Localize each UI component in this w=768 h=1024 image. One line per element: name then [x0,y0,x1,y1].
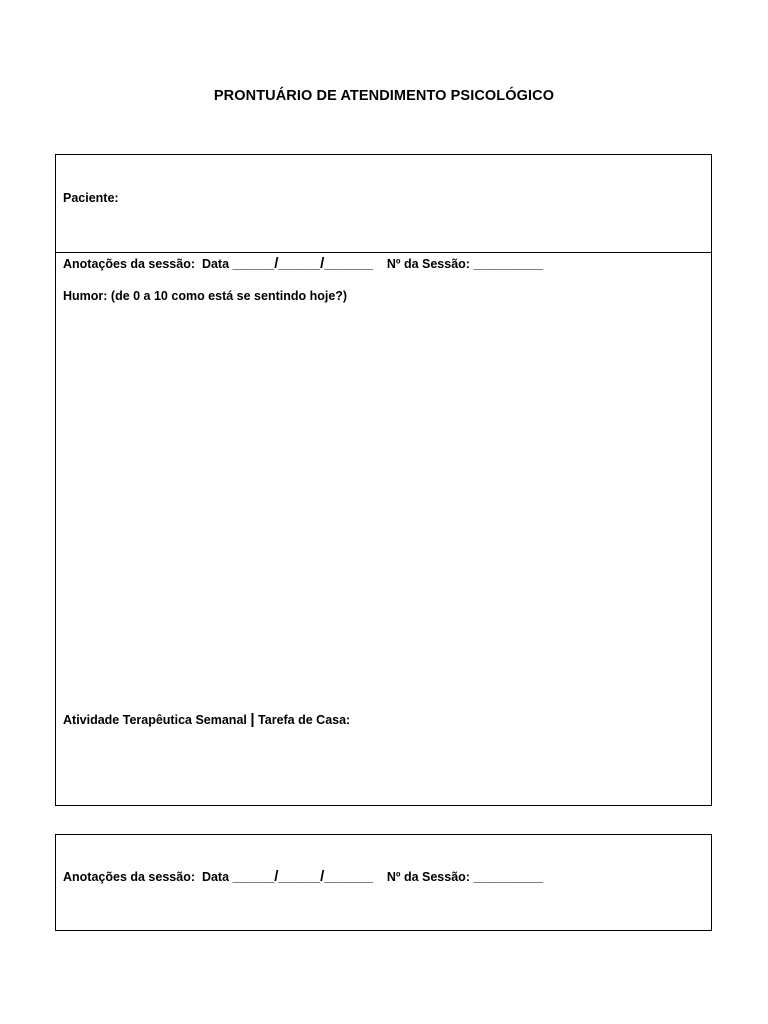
date-label: Data [201,257,230,271]
session-info-line [63,255,543,272]
patient-record-box [55,154,712,806]
date-year-blank[interactable]: _______ [324,870,373,884]
date-separator: / [320,255,325,272]
date-year-blank[interactable]: _______ [324,257,373,271]
date-day-blank[interactable]: ______ [232,870,275,884]
session-number-label: Nº da Sessão: [386,257,470,271]
homework-label: Tarefa de Casa: [258,713,351,727]
activity-separator: | [250,711,255,728]
date-label: Data [201,870,230,884]
activity-label: Atividade Terapêutica Semanal [63,713,247,727]
document-title: PRONTUÁRIO DE ATENDIMENTO PSICOLÓGICO [213,88,555,104]
patient-label: Paciente: [63,191,119,205]
session-info-line [63,868,543,885]
session-number-label: Nº da Sessão: [386,870,470,884]
activity-homework-line [63,711,350,728]
date-month-blank[interactable]: ______ [278,257,321,271]
date-separator: / [274,255,279,272]
session-number-blank[interactable]: __________ [473,870,543,884]
section-divider [56,252,711,253]
session-number-blank[interactable]: __________ [473,257,543,271]
session-notes-label: Anotações da sessão: [63,257,195,271]
session-notes-label: Anotações da sessão: [63,870,195,884]
date-separator: / [274,868,279,885]
date-day-blank[interactable]: ______ [232,257,275,271]
date-month-blank[interactable]: ______ [278,870,321,884]
date-separator: / [320,868,325,885]
session-notes-box [55,834,712,931]
mood-label: Humor: (de 0 a 10 como está se sentindo hoje?) [63,289,348,303]
